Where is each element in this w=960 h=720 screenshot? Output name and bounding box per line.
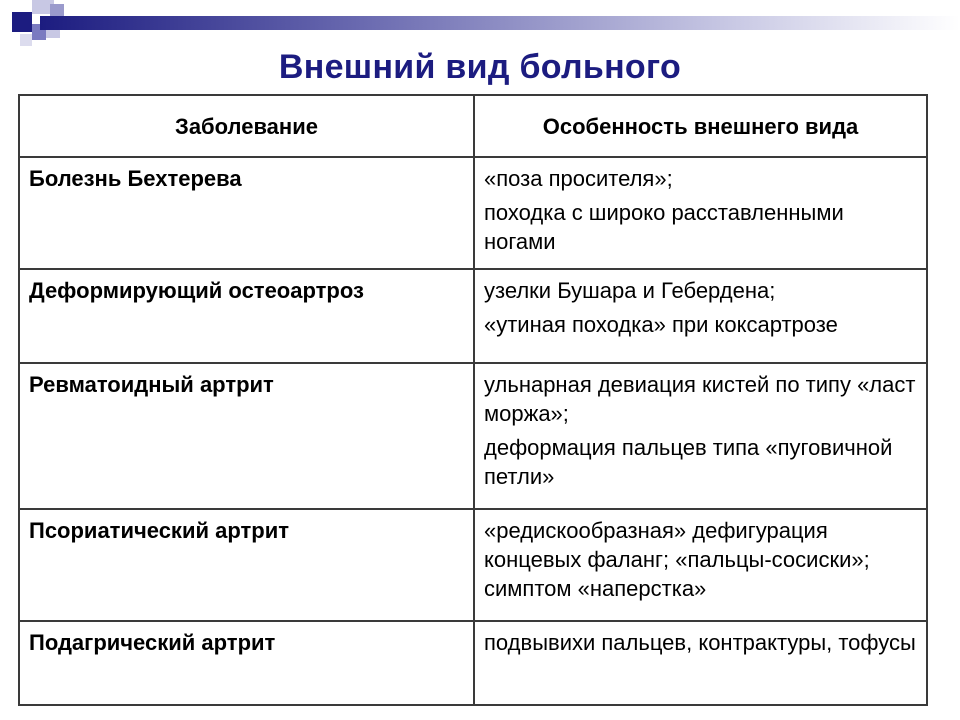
disease-cell: Подагрический артрит	[19, 621, 474, 705]
title-bar-decoration	[40, 16, 960, 30]
features-cell	[474, 621, 927, 705]
header-features: Особенность внешнего вида	[474, 95, 927, 157]
feature-line: ульнарная девиация кистей по типу «ласт моржа»;	[484, 372, 916, 426]
table-row	[19, 621, 927, 705]
corner-square-dark	[12, 12, 32, 32]
table-row	[19, 509, 927, 621]
feature-line: «поза просителя»;	[484, 166, 673, 191]
page-title: Внешний вид больного	[278, 48, 682, 86]
feature-line: «редискообразная» дефигурация концевых фаланг; «пальцы-сосиски»; симптом «наперстка»	[484, 518, 870, 601]
header-disease: Заболевание	[19, 95, 474, 157]
feature-line: деформация пальцев типа «пуговичной петли»	[484, 435, 893, 489]
disease-cell: Деформирующий остеоартроз	[19, 269, 474, 363]
disease-cell: Болезнь Бехтерева	[19, 157, 474, 269]
features-cell	[474, 509, 927, 621]
corner-square-pale	[20, 34, 32, 46]
table-header-row	[19, 95, 927, 157]
disease-cell: Псориатический артрит	[19, 509, 474, 621]
feature-line: «утиная походка» при коксартрозе	[484, 312, 838, 337]
feature-line: подвывихи пальцев, контрактуры, тофусы	[484, 630, 916, 655]
table-row	[19, 157, 927, 269]
features-cell	[474, 269, 927, 363]
table-row	[19, 269, 927, 363]
features-cell	[474, 157, 927, 269]
table-row	[19, 363, 927, 509]
appearance-table	[18, 94, 928, 706]
feature-line: походка с широко расставленными ногами	[484, 200, 844, 254]
features-cell	[474, 363, 927, 509]
disease-cell: Ревматоидный артрит	[19, 363, 474, 509]
feature-line: узелки Бушара и Гебердена;	[484, 278, 776, 303]
